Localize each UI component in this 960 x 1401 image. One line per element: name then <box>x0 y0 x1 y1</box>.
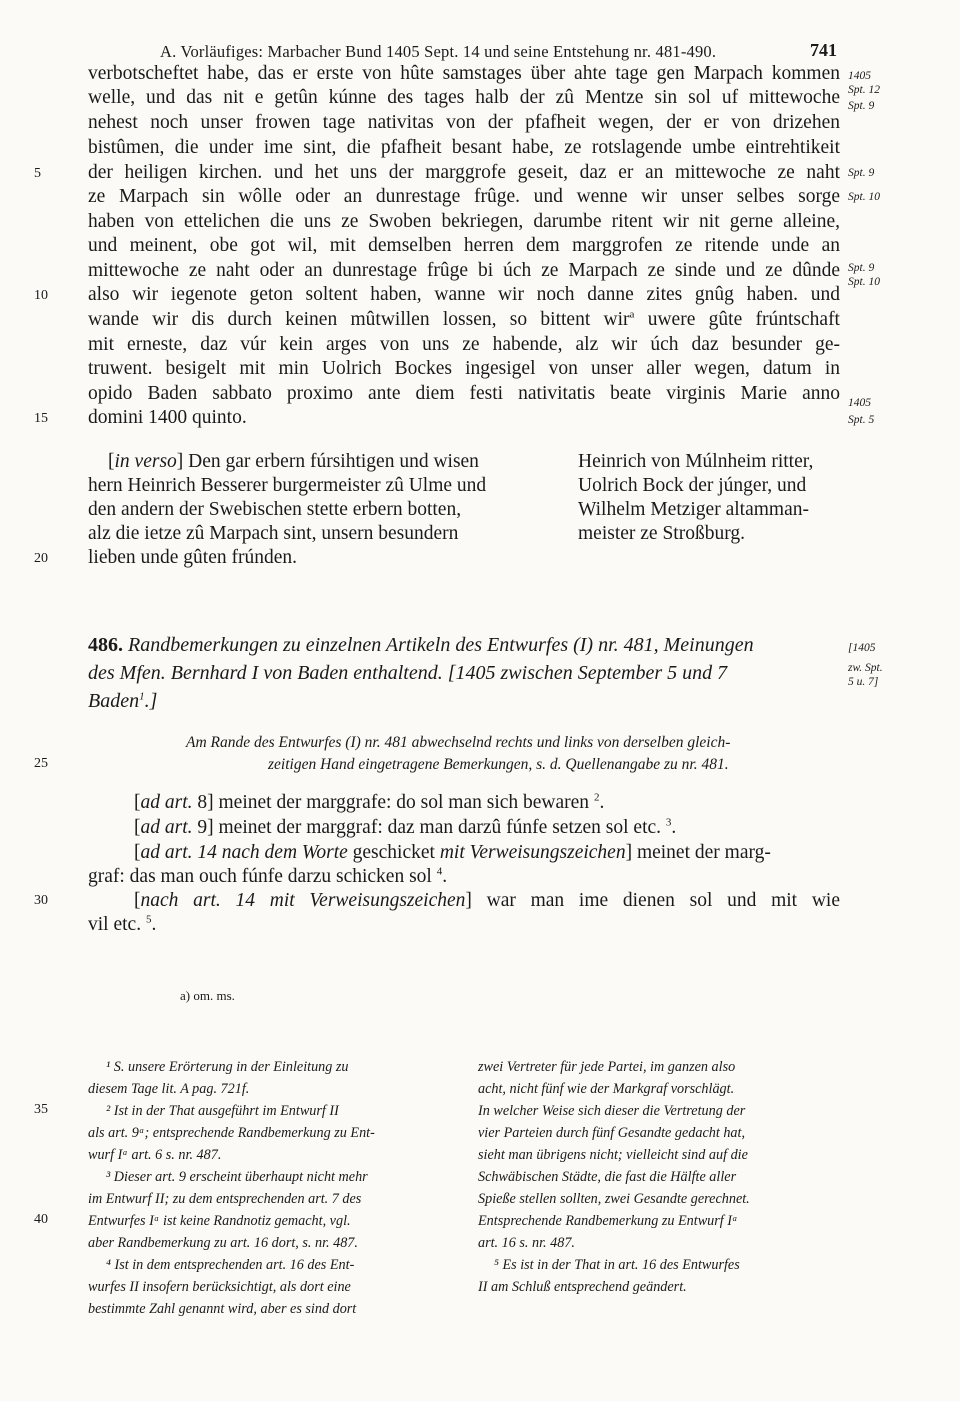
footnote-line: art. 16 s. nr. 487. <box>478 1235 575 1251</box>
textnote-marker: a <box>629 308 635 321</box>
address-line: den andern der Swebischen stette erbern botten, <box>88 499 462 520</box>
footnote-line: Entsprechende Randbemerkung zu Entwurf Iᵃ <box>478 1213 738 1229</box>
text-line: also wir iegenote geton soltent haben, wanne wir noch danne zites gnûg haben. und <box>88 284 840 305</box>
remark-line <box>134 840 771 865</box>
text-line: bistûmen, die under ime sint, die pfafheit besant habe, ze rotslagende umbe eintrehtikeit <box>88 137 840 158</box>
footnote-line: als art. 9ᵃ; entsprechende Randbemerkung zu Ent- <box>88 1125 375 1141</box>
footnote-line: sieht man übrigens nicht; vielleicht sind auf die <box>478 1147 748 1163</box>
text-line: opido Baden sabbato proximo ante diem festi nativitatis beate virginis Marie anno <box>88 383 840 404</box>
text-line: welle, und das nit e getûn kúnne des tages halb der zû Mentze sin sol uf mittewoche <box>88 87 840 108</box>
footnote-marker: 4 <box>436 865 443 878</box>
address-text: ] Den gar erbern fúrsihtigen und wisen <box>176 451 479 472</box>
section-title: .] <box>144 690 158 712</box>
remark-line <box>134 888 840 913</box>
remark-line <box>88 912 156 937</box>
footnote-line: wurfes II insofern berücksichtigt, als dort eine <box>88 1279 351 1295</box>
page-number: 741 <box>810 40 837 60</box>
remark-text: . <box>671 817 677 838</box>
remark-line <box>134 815 676 840</box>
remark-text: 9] meinet der marggraf: daz man darzû fúnfe setzen sol etc. <box>192 817 666 838</box>
remark-italic: nach art. 14 mit Verweisungszeichen <box>140 890 466 911</box>
section-date-note: 5 u. 7] <box>848 676 879 688</box>
remark-text: . <box>599 792 605 813</box>
remark-text: [ <box>134 842 141 863</box>
signatory-line: Wilhelm Metziger altamman- <box>578 499 809 520</box>
remark-line <box>134 790 604 815</box>
footnote-line: Schwäbischen Städte, die fast die Hälfte aller <box>478 1169 737 1185</box>
footnote-line: diesem Tage lit. A pag. 721f. <box>88 1081 250 1097</box>
line-number: 15 <box>34 411 48 426</box>
address-line: alz die ietze zû Marpach sint, unsern besundern <box>88 523 459 544</box>
remark-text: [ <box>134 890 141 911</box>
section-title-line <box>88 688 157 714</box>
line-number: 25 <box>34 756 48 771</box>
signatory-line: Heinrich von Múlnheim ritter, <box>578 451 814 472</box>
section-date-note: [1405 <box>848 642 876 654</box>
remark-text: ] meinet der marg- <box>625 842 771 863</box>
remark-text: geschicket <box>347 842 440 863</box>
footnote-line: ⁵ Es ist in der That in art. 16 des Entwurfes <box>494 1257 740 1273</box>
remark-text: [ <box>134 792 141 813</box>
source-description: Am Rande des Entwurfes (I) nr. 481 abwechselnd rechts und links von derselben gleich- <box>186 734 731 751</box>
footnote-line: bestimmte Zahl genannt wird, aber es sind dort <box>88 1301 357 1317</box>
footnote-marker: 1 <box>139 690 145 703</box>
remark-italic: ad art. <box>140 817 193 838</box>
text-segment: uwere gûte frúntschaft <box>634 309 840 330</box>
footnote-marker: 5 <box>145 913 152 926</box>
footnote-line: zwei Vertreter für jede Partei, im ganzen also <box>478 1059 736 1075</box>
footnote-line: ² Ist in der That ausgeführt im Entwurf II <box>106 1103 339 1119</box>
text-line: truwent. besigelt mit min Uolrich Bockes ingesigel von unser aller wegen, datum in <box>88 358 840 379</box>
remark-text: 8] meinet der marggrafe: do sol man sich bewaren <box>192 792 594 813</box>
text-line: mittewoche ze naht oder an dunrestage frûge bi úch ze Marpach ze sinde und ze dûnde <box>88 260 840 281</box>
signatory-line: Uolrich Bock der júnger, und <box>578 475 807 496</box>
margin-note: Spt. 9 <box>848 262 875 274</box>
footnote-marker: 3 <box>665 816 672 829</box>
text-line: der heiligen kirchen. und het uns der marggrofe geseit, daz er an mittewoche ze naht <box>88 162 840 183</box>
footnote-line: im Entwurf II; zu dem entsprechenden art. 7 des <box>88 1191 362 1207</box>
text-line: und meinent, obe got wil, mit demselben herren dem marggrofen ze ritende unde an <box>88 235 840 256</box>
footnote-line: In welcher Weise sich dieser die Vertretung der <box>478 1103 746 1119</box>
source-description: zeitigen Hand eingetragene Bemerkungen, s. d. Quellenangabe zu nr. 481. <box>268 756 729 773</box>
line-number: 10 <box>34 288 48 303</box>
text-line: domini 1400 quinto. <box>88 407 247 428</box>
section-title-line: des Mfen. Bernhard I von Baden enthaltend. [1405 zwischen September 5 und 7 <box>88 662 728 684</box>
remark-text: [ <box>134 817 141 838</box>
footnote-line: II am Schluß entsprechend geändert. <box>478 1279 687 1295</box>
footnote-line: Entwurfes Iᵃ ist keine Randnotiz gemacht, vgl. <box>88 1213 351 1229</box>
remark-line <box>88 864 447 889</box>
text-line: mit erneste, daz vúr kein arges von uns ze habende, alz wir úch daz besunder ge- <box>88 334 840 355</box>
text-line: nehest noch unser frowen tage nativitas von der pfafheit wegen, der er von drizehen <box>88 112 840 133</box>
margin-note: 1405 <box>848 70 871 82</box>
address-italic: in verso <box>114 451 177 472</box>
line-number: 30 <box>34 893 48 908</box>
remark-text: . <box>151 914 157 935</box>
section-date-note: zw. Spt. <box>848 662 883 674</box>
section-title: Randbemerkungen zu einzelnen Artikeln des Entwurfes (I) nr. 481, Meinungen <box>128 634 754 656</box>
textual-note: a) om. ms. <box>180 988 235 1003</box>
footnote-line: aber Randbemerkung zu art. 16 dort, s. nr. 487. <box>88 1235 358 1251</box>
margin-note: Spt. 9 <box>848 167 875 179</box>
margin-note: 1405 <box>848 397 871 409</box>
remark-italic: ad art. <box>140 792 193 813</box>
footnote-marker: 2 <box>593 791 600 804</box>
footnote-line: ³ Dieser art. 9 erscheint überhaupt nicht mehr <box>106 1169 368 1185</box>
footnote-line: ⁴ Ist in dem entsprechenden art. 16 des Ent- <box>106 1257 355 1273</box>
address-line <box>108 450 479 474</box>
section-number: 486. <box>88 634 123 656</box>
text-line <box>88 308 840 332</box>
remark-text: ] war man ime dienen sol und mit wie <box>465 890 840 911</box>
footnote-line: vier Parteien durch fünf Gesandte gedacht hat, <box>478 1125 746 1141</box>
text-line: verbotscheftet habe, das er erste von hûte samstages über ahte tage gen Marpach kommen <box>88 63 840 84</box>
text-line: haben von ettelichen die uns ze Swoben bekriegen, darumbe ritent wir nit gerne alleine, <box>88 211 840 232</box>
remark-text: graf: das man ouch fúnfe darzu schicken sol <box>88 866 437 887</box>
remark-text: vil etc. <box>88 914 146 935</box>
margin-note: Spt. 10 <box>848 191 880 203</box>
footnote-line: Spieße stellen sollten, zwei Gesandte gerechnet. <box>478 1191 750 1207</box>
footnote-line: ¹ S. unsere Erörterung in der Einleitung zu <box>106 1059 349 1075</box>
remark-italic: mit Verweisungszeichen <box>439 842 626 863</box>
remark-italic: ad art. 14 nach dem Worte <box>140 842 348 863</box>
address-text: [ <box>108 451 115 472</box>
margin-note: Spt. 9 <box>848 100 875 112</box>
footnote-line: acht, nicht fünf wie der Markgraf vorschlägt. <box>478 1081 735 1097</box>
line-number: 40 <box>34 1212 48 1227</box>
address-line: lieben unde gûten frúnden. <box>88 547 298 568</box>
margin-note: Spt. 12 <box>848 84 880 96</box>
section-title: Baden <box>88 690 140 712</box>
text-line: ze Marpach sin wôlle oder an dunrestage frûge. und wenne wir unser selbes sorge <box>88 186 840 207</box>
line-number: 5 <box>34 166 41 181</box>
text-segment: wande wir dis durch keinen mûtwillen lossen, so bittent wir <box>88 309 630 330</box>
remark-text: . <box>442 866 448 887</box>
line-number: 35 <box>34 1102 48 1117</box>
margin-note: Spt. 5 <box>848 414 875 426</box>
address-line: hern Heinrich Besserer burgermeister zû Ulme und <box>88 475 487 496</box>
signatory-line: meister ze Stroßburg. <box>578 523 745 544</box>
margin-note: Spt. 10 <box>848 276 880 288</box>
line-number: 20 <box>34 551 48 566</box>
footnote-line: wurf Iᵃ art. 6 s. nr. 487. <box>88 1147 222 1163</box>
section-title-line <box>88 632 754 658</box>
running-title: A. Vorläufiges: Marbacher Bund 1405 Sept. 14 und seine Entstehung nr. 481-490. <box>160 42 717 61</box>
